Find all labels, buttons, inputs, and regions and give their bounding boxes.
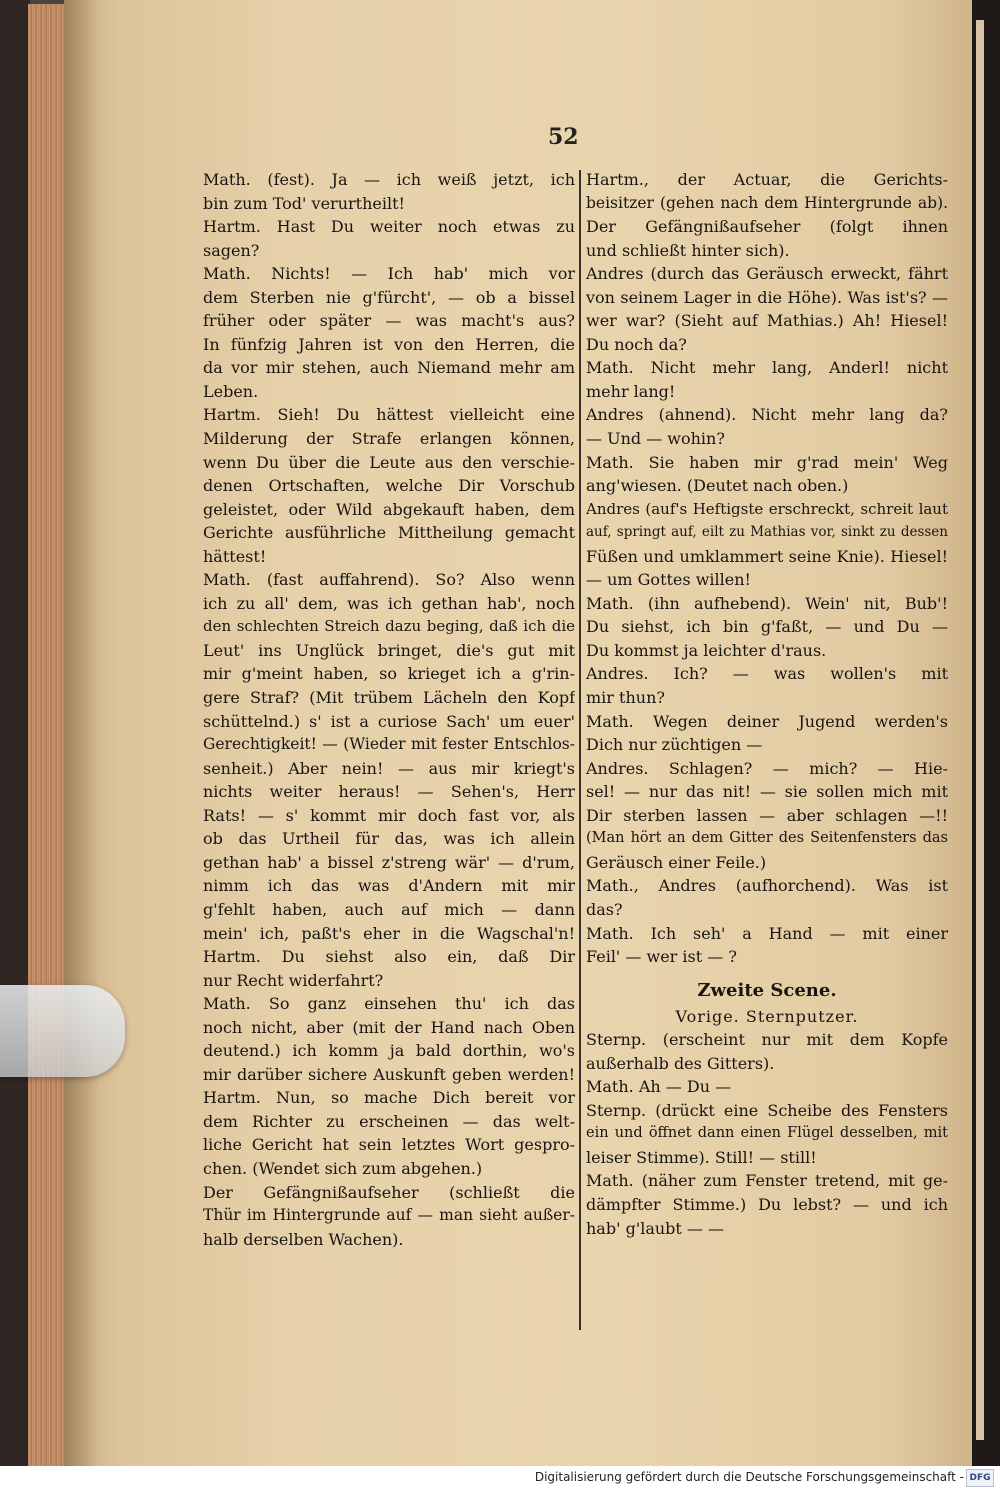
text-line: da vor mir stehen, auch Niemand mehr am — [203, 358, 575, 378]
text-line: das? — [586, 899, 623, 919]
text-line: Dich nur züchtigen — — [586, 735, 763, 755]
scan-background-left — [0, 0, 30, 1470]
text-line: Math. So ganz einsehen thu' ich das — [203, 994, 575, 1014]
text-line: Du siehst, ich bin g'faßt, — und Du — — [586, 617, 948, 637]
left-text-column — [203, 168, 575, 1251]
text-line: Math., Andres (aufhorchend). Was ist — [586, 876, 948, 896]
text-line: Math. (näher zum Fenster tretend, mit ge- — [586, 1171, 948, 1191]
column-divider — [579, 170, 581, 1330]
text-line: Du kommst ja leichter d'raus. — [586, 640, 827, 660]
text-line: Du noch da? — [586, 334, 687, 354]
text-line: Hartm. Sieh! Du hättest vielleicht eine — [203, 405, 575, 425]
text-line: auf, springt auf, eilt zu Mathias vor, sinkt zu dessen — [586, 524, 948, 541]
text-line: Hartm. Hast Du weiter noch etwas zu — [203, 217, 575, 237]
text-line: Math. (fast auffahrend). So? Also wenn — [203, 570, 575, 590]
text-line: Thür im Hintergrunde auf — man sieht außer- — [203, 1206, 575, 1225]
text-line: dämpfter Stimme.) Du lebst? — und ich — [586, 1194, 948, 1214]
text-line: Math. (ihn aufhebend). Wein' nit, Bub'! — [586, 593, 948, 613]
text-line: sel! — nur das nit! — sie sollen mich mit — [586, 782, 948, 802]
text-line: ang'wiesen. (Deutet nach oben.) — [586, 476, 849, 496]
text-line: (Man hört an dem Gitter des Seitenfensters das — [586, 830, 948, 847]
text-line: schüttelnd.) s' ist a curiose Sach' um euer' — [203, 711, 575, 731]
text-line: ich zu all' dem, was ich gethan hab', noch — [203, 593, 575, 613]
text-line: bin zum Tod' verurtheilt! — [203, 193, 405, 213]
text-line: und schließt hinter sich). — [586, 240, 790, 260]
text-line: Hartm. Nun, so mache Dich bereit vor — [203, 1088, 575, 1108]
text-line: Math. Ah — Du — — [586, 1077, 732, 1097]
text-line: Geräusch einer Feile.) — [586, 852, 767, 872]
text-line: Hartm., der Actuar, die Gerichts- — [586, 170, 948, 189]
opposite-page-edge — [976, 20, 984, 1440]
text-line: mir darüber sichere Auskunft geben werden! — [203, 1064, 575, 1084]
text-line: Füßen und umklammert seine Knie). Hiesel! — [586, 546, 948, 566]
text-line: wenn Du über die Leute aus den verschie- — [203, 452, 575, 472]
text-line: beisitzer (gehen nach dem Hintergrunde ab). — [586, 193, 948, 212]
text-line: Rats! — s' kommt mir doch fast vor, als — [203, 805, 575, 825]
text-line: außerhalb des Gitters). — [586, 1053, 775, 1073]
text-line: Andres (ahnend). Nicht mehr lang da? — [586, 405, 948, 425]
text-line: liche Gericht hat sein letztes Wort gespro- — [203, 1135, 575, 1155]
funding-credit: Digitalisierung gefördert durch die Deutsche Forschungsgemeinschaft - — [534, 1470, 964, 1484]
text-line: chen. (Wendet sich zum abgehen.) — [203, 1158, 483, 1178]
dfg-logo: DFG — [966, 1469, 994, 1487]
text-line: deutend.) ich komm ja bald dorthin, wo's — [203, 1041, 575, 1061]
gutter-shadow — [64, 0, 100, 1466]
text-line: Andres. Ich? — was wollen's mit — [586, 664, 948, 684]
scene-characters: Vorige. Sternputzer. — [675, 1006, 859, 1026]
text-line: noch nicht, aber (mit der Hand nach Oben — [203, 1017, 575, 1037]
text-line: nur Recht widerfahrt? — [203, 970, 384, 990]
text-line: Der Gefängnißaufseher (schließt die — [203, 1182, 575, 1202]
text-line: Andres (auf's Heftigste erschreckt, schreit laut — [586, 499, 948, 518]
text-line: g'fehlt haben, auch auf mich — dann — [203, 899, 575, 919]
text-line: Math. (fest). Ja — ich weiß jetzt, ich — [203, 170, 575, 189]
text-line: sagen? — [203, 240, 260, 260]
text-line: Milderung der Strafe erlangen können, — [203, 429, 575, 449]
text-line: Math. Sie haben mir g'rad mein' Weg — [586, 452, 948, 472]
text-line: gere Straf? (Mit trübem Lächeln den Kopf — [203, 688, 575, 708]
text-line: dem Richter zu erscheinen — das welt- — [203, 1111, 575, 1131]
text-line: Math. Nicht mehr lang, Anderl! nicht — [586, 358, 948, 378]
text-line: Hartm. Du siehst also ein, daß Dir — [203, 947, 575, 967]
page-number: 52 — [548, 124, 579, 150]
text-line: nichts weiter heraus! — Sehen's, Herr — [203, 782, 575, 802]
text-line: Math. Ich seh' a Hand — mit einer — [586, 923, 948, 943]
text-line: Sternp. (drückt eine Scheibe des Fensters — [586, 1100, 948, 1120]
text-line: Gerechtigkeit! — (Wieder mit fester Entschlos- — [203, 735, 575, 754]
text-line: früher oder später — was macht's aus? — [203, 311, 575, 331]
text-line: mein' ich, paßt's eher in die Wagschal'n! — [203, 923, 575, 943]
text-line: Gerichte ausführliche Mittheilung gemacht — [203, 523, 575, 543]
right-text-column — [586, 168, 948, 1240]
text-line: von seinem Lager in die Höhe). Was ist's? — — [586, 287, 948, 307]
text-line: Andres (durch das Geräusch erweckt, fährt — [586, 264, 948, 284]
text-line: In fünfzig Jahren ist von den Herren, die — [203, 334, 575, 354]
text-line: hättest! — [203, 546, 267, 566]
text-line: Math. Nichts! — Ich hab' mich vor — [203, 264, 575, 284]
scene-heading: Zweite Scene. — [697, 979, 837, 1001]
text-line: Andres. Schlagen? — mich? — Hie- — [586, 758, 948, 778]
text-line: Dir sterben lassen — aber schlagen —!! — [586, 805, 948, 825]
text-line: Leut' ins Unglück bringet, die's gut mit — [203, 640, 575, 660]
book-page-edges — [28, 4, 68, 1466]
text-line: Sternp. (erscheint nur mit dem Kopfe — [586, 1030, 948, 1050]
text-line: mir thun? — [586, 688, 665, 708]
text-line: denen Ortschaften, welche Dir Vorschub — [203, 476, 575, 496]
text-line: — um Gottes willen! — [586, 570, 751, 590]
text-line: dem Sterben nie g'fürcht', — ob a bissel — [203, 287, 575, 307]
text-line: hab' g'laubt — — — [586, 1218, 725, 1238]
text-line: Feil' — wer ist — ? — [586, 947, 737, 967]
text-line: wer war? (Sieht auf Mathias.) Ah! Hiesel! — [586, 311, 948, 331]
text-line: nimm ich das was d'Andern mit mir — [203, 876, 575, 896]
text-line: gethan hab' a bissel z'streng wär' — d'rum, — [203, 852, 575, 872]
text-line: senheit.) Aber nein! — aus mir kriegt's — [203, 758, 575, 778]
text-line: geleistet, oder Wild abgekauft haben, dem — [203, 499, 575, 519]
text-line: Der Gefängnißaufseher (folgt ihnen — [586, 217, 948, 237]
text-line: leiser Stimme). Still! — still! — [586, 1147, 817, 1167]
text-line: ob das Urtheil für das, was ich allein — [203, 829, 575, 849]
text-line: mir g'meint haben, so krieget ich a g'rin- — [203, 664, 575, 684]
text-line: Math. Wegen deiner Jugend werden's — [586, 711, 948, 731]
text-line: den schlechten Streich dazu beging, daß ich die — [203, 617, 575, 636]
page-marker-tab — [0, 985, 125, 1077]
text-line: mehr lang! — [586, 381, 676, 401]
text-line: halb derselben Wachen). — [203, 1229, 404, 1249]
text-line: Leben. — [203, 381, 259, 401]
text-line: ein und öffnet dann einen Flügel desselben, mit — [586, 1125, 948, 1142]
text-line: — Und — wohin? — [586, 429, 725, 449]
